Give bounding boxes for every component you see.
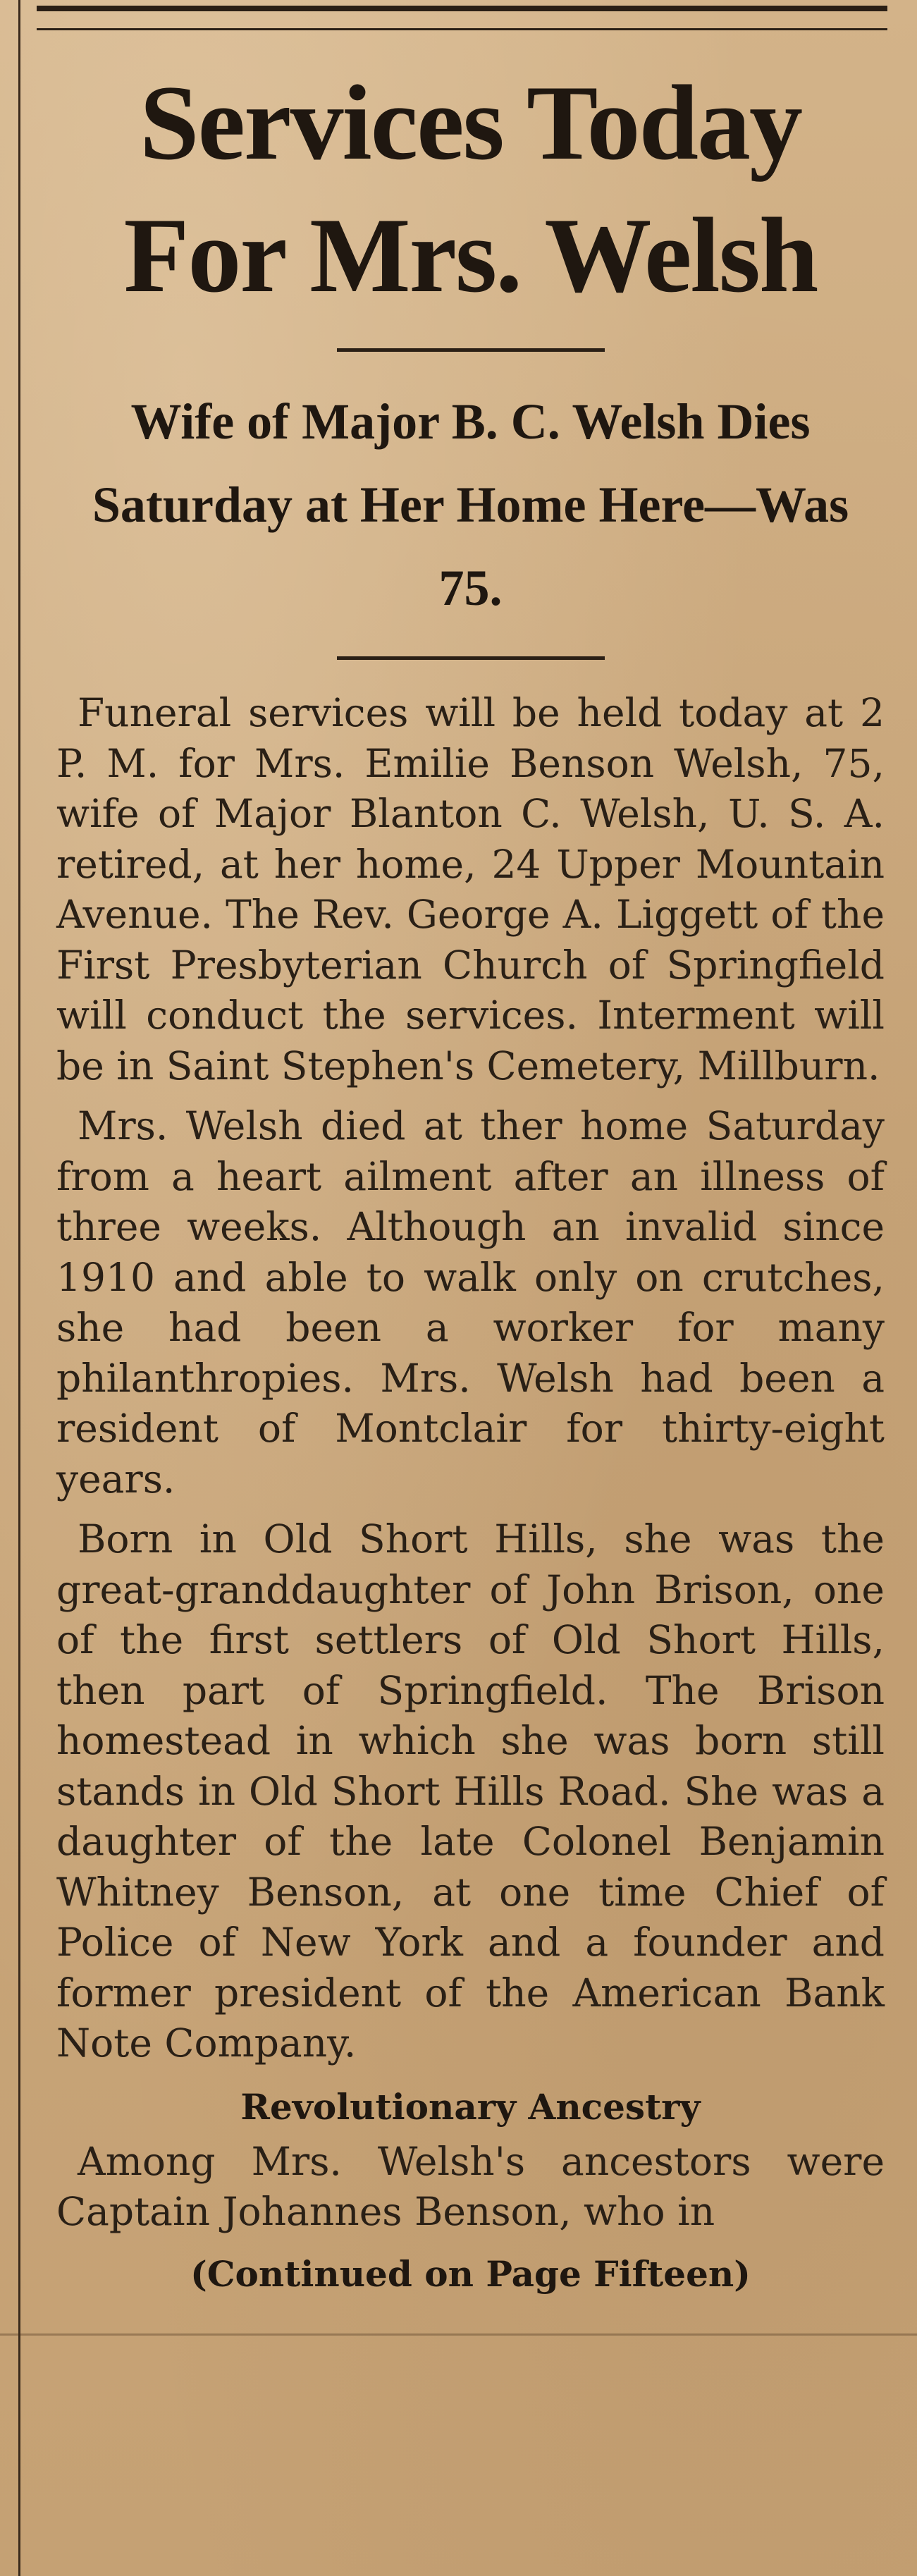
crosshead: Revolutionary Ancestry: [240, 2085, 701, 2128]
article: [56, 56, 885, 2301]
paragraph-1: Funeral services will be held today at 2 P. M. for Mrs. Emilie Benson Welsh, 75, wife of Major Blanton C. Welsh, U. S. A. retired, at her home, 24 Upper Mountain Avenue. The Rev. George A. Liggett of the First Presbyterian Church of Springfield will conduct the services. Interment will be in Saint Stephen's Cemetery, Millburn.: [56, 690, 885, 1088]
paragraph-3: Born in Old Short Hills, she was the great-granddaughter of John Brison, one of the first settlers of Old Short Hills, then part of Springfield. The Brison homestead in which she was born still stands in Old Short Hills Road. She was a daughter of the late Colonel Benjamin Whitney Benson, at one time Chief of Police of New York and a founder and former president of the American Bank Note Company.: [56, 1516, 885, 2066]
continued-line: (Continued on Page Fifteen): [190, 2252, 751, 2295]
subhead-divider: [337, 656, 605, 660]
top-rule-thick: [37, 6, 887, 11]
top-rule-thin: [37, 28, 887, 30]
paragraph-2: Mrs. Welsh died at ther home Saturday from a heart ailment after an illness of three weeks. Although an invalid since 1910 and able to walk only on crutches, she had been a worker for many philanthropies. Mrs. Welsh had been a resident of Montclair for thirty-eight years.: [56, 1103, 885, 1502]
article-body: [56, 688, 885, 2238]
paper-fold-line: [0, 2333, 917, 2336]
clipping-left-edge: [18, 0, 20, 2576]
subheadline: Wife of Major B. C. Welsh Dies Saturday at Her Home Here—Was 75.: [92, 393, 849, 616]
headline: Services Today For Mrs. Welsh: [123, 63, 818, 314]
paragraph-4: Among Mrs. Welsh's ancestors were Captain Johannes Benson, who in: [56, 2138, 885, 2234]
headline-divider: [337, 348, 605, 352]
